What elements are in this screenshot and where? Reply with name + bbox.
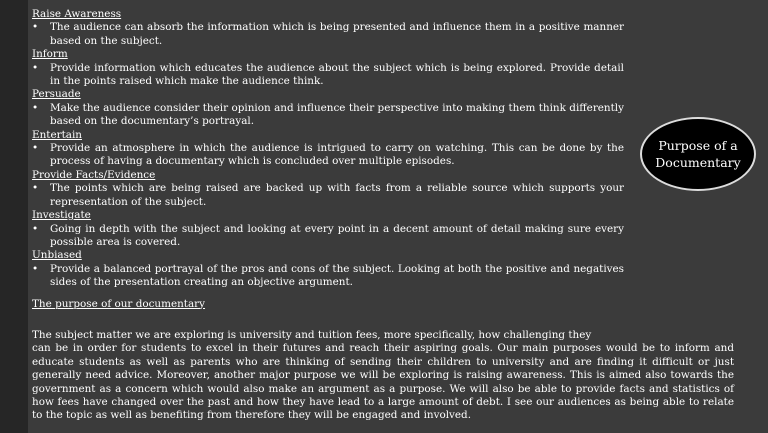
bullet-item xyxy=(32,142,624,169)
section-provide-facts xyxy=(32,169,624,209)
purpose-paragraph xyxy=(32,329,734,423)
section-heading: Investigate xyxy=(32,209,91,222)
bullet-icon: • xyxy=(32,262,39,275)
section-heading: Entertain xyxy=(32,128,82,141)
purpose-body: can be in order for students to excel in their futures and reach their aspiring goals. Our main purposes would be to inform and educate students as well as parents who are thinking of sending their children to university and are finding it difficult or just generally need advice. Moreover, another major purpose we will be exploring is raising awareness. This is aimed also towards the government as a concern which would also make an argument as a purpose. We will also be able to provide facts and statistics of how fees have changed over the past and how they have lead to a large amount of debt. I see our audiences as being able to relate to the topic as well as benefiting from therefore they will be engaged and involved. xyxy=(32,342,734,422)
bullet-item xyxy=(32,223,624,250)
section-heading: Provide Facts/Evidence xyxy=(32,168,156,181)
bullet-item xyxy=(32,102,624,129)
section-raise-awareness xyxy=(32,8,624,48)
bullet-text: The points which are being raised are backed up with facts from a reliable source which supports your representation of the subject. xyxy=(50,182,624,208)
bullet-item xyxy=(32,263,624,290)
section-unbiased xyxy=(32,249,624,289)
document-body xyxy=(32,8,624,311)
left-edge-strip xyxy=(0,0,28,433)
section-heading: Unbiased xyxy=(32,249,82,262)
bullet-icon: • xyxy=(32,142,39,155)
section-heading: Inform xyxy=(32,48,68,61)
bullet-item xyxy=(32,182,624,209)
bullet-icon: • xyxy=(32,21,39,34)
bullet-text: The audience can absorb the information which is being presented and influence them in a positive manner based on the subject. xyxy=(50,21,624,47)
section-entertain xyxy=(32,129,624,169)
section-persuade xyxy=(32,88,624,128)
bullet-text: Going in depth with the subject and looking at every point in a decent amount of detail making sure every possible area is covered. xyxy=(50,222,624,248)
bullet-text: Make the audience consider their opinion and influence their perspective into making them think differently based on the documentary’s portrayal. xyxy=(50,101,624,128)
bullet-icon: • xyxy=(32,61,39,74)
bullet-icon: • xyxy=(32,222,39,235)
section-inform xyxy=(32,48,624,88)
bullet-text: Provide information which educates the audience about the subject which is being explored. Provide detail in the points raised which make the audience think. xyxy=(50,61,624,88)
section-investigate xyxy=(32,209,624,249)
purpose-title: The purpose of our documentary xyxy=(32,297,206,310)
bullet-item xyxy=(32,21,624,48)
oval-label: Purpose of a Documentary xyxy=(655,138,741,170)
bullet-text: Provide an atmosphere in which the audience is intrigued to carry on watching. This can be done by the process of having a documentary which is concluded over multiple episodes. xyxy=(50,142,624,168)
purpose-first-line: The subject matter we are exploring is university and tuition fees, more specifically, how challenging they xyxy=(32,329,592,341)
bullet-icon: • xyxy=(32,182,39,195)
bullet-item xyxy=(32,62,624,89)
purpose-oval xyxy=(640,117,756,191)
bullet-text: Provide a balanced portrayal of the pros and cons of the subject. Looking at both the positive and negatives sides of the presentation creating an objective argument. xyxy=(50,262,624,289)
section-heading: Persuade xyxy=(32,88,81,101)
bullet-icon: • xyxy=(32,101,39,114)
section-heading: Raise Awareness xyxy=(32,8,122,20)
